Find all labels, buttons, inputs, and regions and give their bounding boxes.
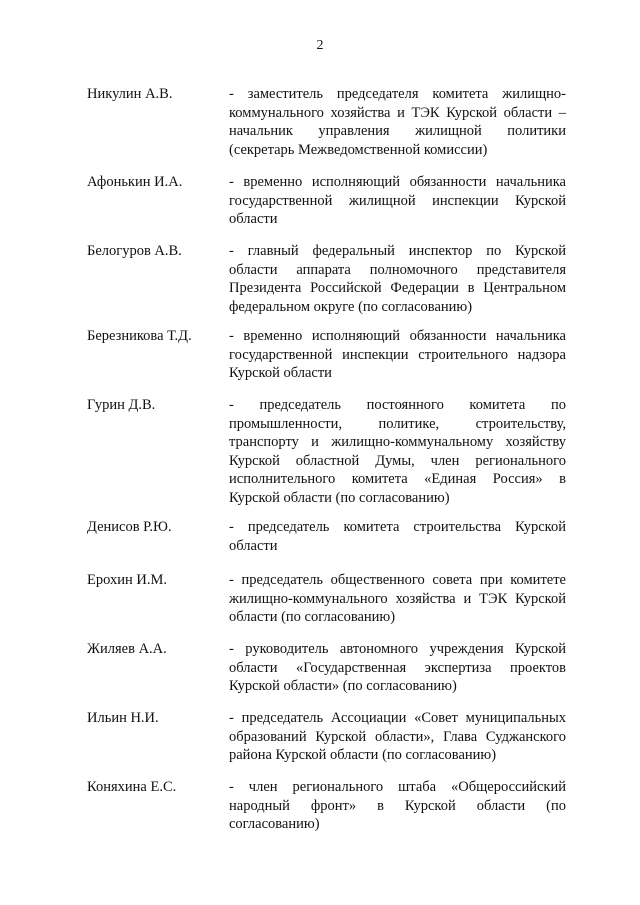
member-name: Жиляев А.А. [87,641,167,657]
member-name: Ерохин И.М. [87,572,168,588]
member-role: - руководитель автономного учреждения Курской области «Государственная экспертиза проектов Курской области» (по согласованию) [229,641,566,694]
member-name: Ильин Н.И. [87,710,159,726]
member-role: - председатель комитета строительства Курской области [229,519,566,554]
member-name: Белогуров А.В. [87,243,182,259]
member-name: Березникова Т.Д. [87,328,192,344]
member-role: - временно исполняющий обязанности начальника государственной инспекции строительного надзора Курской области [229,328,566,381]
member-role: - главный федеральный инспектор по Курской области аппарата полномочного представителя Президента Российской Федерации в Центральном федеральном округе (по согласованию) [229,243,566,315]
member-name: Коняхина Е.С. [87,779,177,795]
member-role: - председатель Ассоциации «Совет муниципальных образований Курской области», Глава Суджанского района Курской области (по согласованию) [229,710,566,763]
member-name: Денисов Р.Ю. [87,519,172,535]
member-name: Афонькин И.А. [87,174,183,190]
member-role: - заместитель председателя комитета жилищно-коммунального хозяйства и ТЭК Курской области – начальник управления жилищной политики (секретарь Межведомственной комиссии) [229,86,566,158]
member-role: - председатель общественного совета при комитете жилищно-коммунального хозяйства и ТЭК Курской области (по согласованию) [229,572,566,625]
member-role: - член регионального штаба «Общероссийский народный фронт» в Курской области (по согласованию) [229,779,566,832]
member-name: Гурин Д.В. [87,397,156,413]
page-number: 2 [316,38,324,53]
member-role: - председатель постоянного комитета по промышленности, политике, строительству, транспорту и жилищно-коммунальному хозяйству Курской областной Думы, член регионального исполнительного комитета «Единая Россия» в Курской области (по согласованию) [229,397,566,506]
member-name: Никулин А.В. [87,86,173,102]
member-role: - временно исполняющий обязанности начальника государственной жилищной инспекции Курской области [229,174,566,227]
